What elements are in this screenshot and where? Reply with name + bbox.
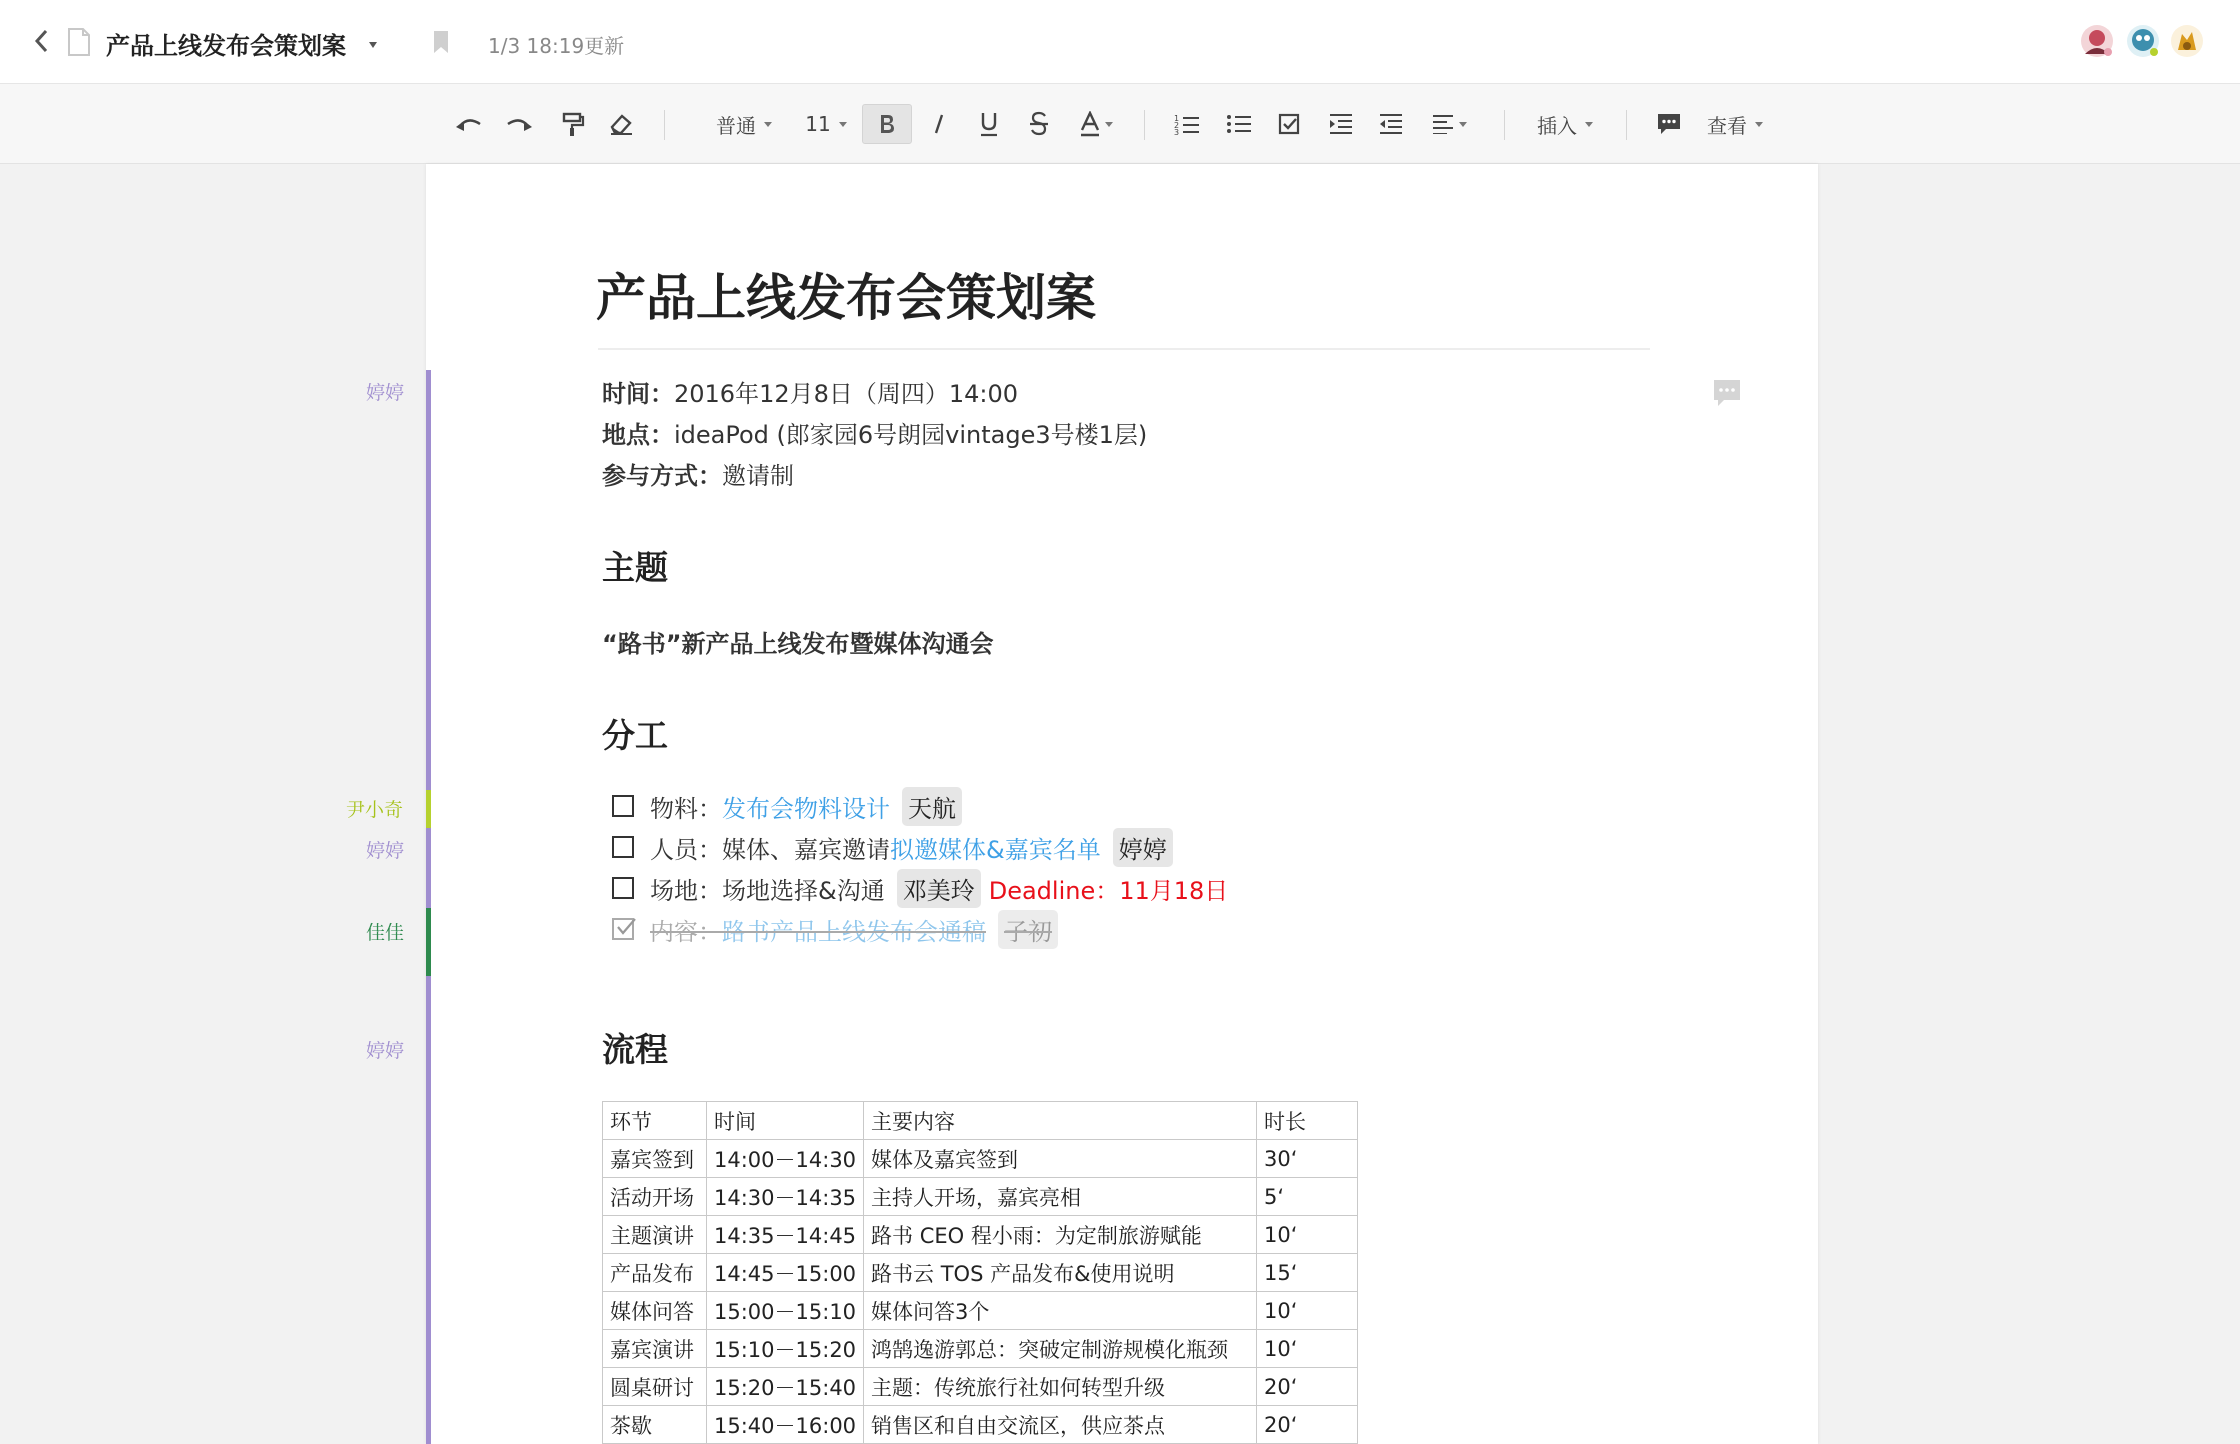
font-size-dropdown[interactable] xyxy=(800,104,852,144)
table-cell[interactable]: 15:20－15:40 xyxy=(707,1368,864,1406)
task-deadline: Deadline：11月18日 xyxy=(988,876,1229,905)
view-label: 查看 xyxy=(1707,113,1747,138)
meta-participation[interactable] xyxy=(602,456,794,491)
toolbar-divider xyxy=(1626,110,1627,140)
task-checkbox[interactable] xyxy=(612,836,634,858)
task-text: 场地选择&沟通 xyxy=(722,876,885,905)
author-label: 佳佳 xyxy=(366,922,405,944)
svg-text:3: 3 xyxy=(1174,128,1180,135)
author-label: 婷婷 xyxy=(366,1040,405,1062)
bullet-list-icon[interactable] xyxy=(1222,104,1256,144)
task-checkbox[interactable] xyxy=(612,795,634,817)
view-dropdown[interactable] xyxy=(1700,104,1770,144)
user-mention[interactable]: 天航 xyxy=(902,787,962,826)
font-color-dropdown[interactable] xyxy=(1072,104,1120,144)
table-cell[interactable]: 10‘ xyxy=(1257,1216,1358,1254)
table-cell[interactable]: 15:40－16:00 xyxy=(707,1406,864,1444)
table-cell[interactable]: 嘉宾签到 xyxy=(603,1140,707,1178)
table-cell[interactable]: 主题演讲 xyxy=(603,1216,707,1254)
task-label: 内容： xyxy=(650,917,722,946)
table-cell[interactable]: 媒体问答 xyxy=(603,1292,707,1330)
table-cell[interactable]: 媒体及嘉宾签到 xyxy=(864,1140,1257,1178)
author-change-bar xyxy=(426,790,431,828)
back-arrow-icon[interactable] xyxy=(28,26,56,56)
italic-icon[interactable] xyxy=(922,104,956,144)
flow-table xyxy=(602,1101,1358,1444)
paragraph-style-dropdown[interactable] xyxy=(704,104,784,144)
meta-time[interactable] xyxy=(602,374,1018,409)
task-label: 场地： xyxy=(650,876,722,905)
task-text: 媒体、嘉宾邀请 xyxy=(722,835,890,864)
user-mention[interactable]: 子初 xyxy=(998,910,1058,949)
task-label: 人员： xyxy=(650,835,722,864)
task-link[interactable]: 路书产品上线发布会通稿 xyxy=(722,917,986,946)
author-label: 婷婷 xyxy=(366,840,405,862)
format-painter-icon[interactable] xyxy=(556,104,590,144)
meta-label: 参与方式： xyxy=(602,462,722,490)
redo-icon[interactable] xyxy=(502,104,536,144)
meta-label: 地点： xyxy=(602,421,674,449)
table-cell[interactable]: 30‘ xyxy=(1257,1140,1358,1178)
table-cell[interactable]: 14:00－14:30 xyxy=(707,1140,864,1178)
ordered-list-icon[interactable] xyxy=(1170,104,1204,144)
user-mention[interactable]: 婷婷 xyxy=(1113,828,1173,867)
bookmark-icon[interactable] xyxy=(432,30,450,54)
chevron-down-icon xyxy=(764,122,772,127)
document-header xyxy=(0,0,2240,84)
task-label: 物料： xyxy=(650,794,722,823)
toolbar-divider xyxy=(1144,110,1145,140)
author-change-bar xyxy=(426,908,431,976)
section-heading-theme[interactable]: 主题 xyxy=(602,548,668,587)
table-cell[interactable]: 10‘ xyxy=(1257,1292,1358,1330)
title-dropdown-caret-icon[interactable] xyxy=(366,35,380,45)
chevron-down-icon xyxy=(1459,122,1467,127)
indent-decrease-icon[interactable] xyxy=(1374,104,1408,144)
table-row xyxy=(603,1406,1358,1444)
font-size-label: 11 xyxy=(805,112,831,136)
toolbar-divider xyxy=(1504,110,1505,140)
table-cell[interactable]: 20‘ xyxy=(1257,1368,1358,1406)
author-change-bar xyxy=(426,370,431,790)
table-header-cell[interactable]: 环节 xyxy=(603,1102,707,1140)
table-header-cell[interactable]: 主要内容 xyxy=(864,1102,1257,1140)
table-header-cell[interactable]: 时长 xyxy=(1257,1102,1358,1140)
task-item[interactable] xyxy=(612,829,1173,865)
inline-comment-icon[interactable] xyxy=(1712,378,1742,408)
table-row xyxy=(603,1330,1358,1368)
table-cell[interactable]: 15:00－15:10 xyxy=(707,1292,864,1330)
chevron-down-icon xyxy=(1105,122,1113,127)
avatar[interactable] xyxy=(2080,24,2114,58)
meta-value: ideaPod (郎家园6号朗园vintage3号楼1层) xyxy=(674,421,1148,449)
document-icon xyxy=(66,28,92,56)
author-label: 尹小奇 xyxy=(346,799,404,821)
last-updated-time: 1/3 18:19更新 xyxy=(488,34,625,58)
table-header-cell[interactable]: 时间 xyxy=(707,1102,864,1140)
meta-location[interactable] xyxy=(602,415,1147,450)
table-cell[interactable]: 活动开场 xyxy=(603,1178,707,1216)
document-title[interactable]: 产品上线发布会策划案 xyxy=(106,32,346,60)
align-dropdown[interactable] xyxy=(1424,104,1474,144)
chevron-down-icon xyxy=(839,122,847,127)
table-cell[interactable]: 主持人开场，嘉宾亮相 xyxy=(864,1178,1257,1216)
task-checkbox[interactable] xyxy=(612,877,634,899)
table-cell[interactable]: 主题：传统旅行社如何转型升级 xyxy=(864,1368,1257,1406)
table-row xyxy=(603,1140,1358,1178)
table-cell[interactable]: 媒体问答3个 xyxy=(864,1292,1257,1330)
theme-text[interactable]: “路书”新产品上线发布暨媒体沟通会 xyxy=(602,630,994,658)
table-row xyxy=(603,1178,1358,1216)
table-cell[interactable]: 20‘ xyxy=(1257,1406,1358,1444)
undo-icon[interactable] xyxy=(452,104,486,144)
checklist-icon[interactable] xyxy=(1272,104,1306,144)
table-row xyxy=(603,1216,1358,1254)
table-cell[interactable]: 鸿鹄逸游郭总：突破定制游规模化瓶颈 xyxy=(864,1330,1257,1368)
table-cell[interactable]: 5‘ xyxy=(1257,1178,1358,1216)
task-item[interactable] xyxy=(612,870,1228,906)
author-change-bar xyxy=(426,976,431,1444)
avatar[interactable] xyxy=(2126,24,2160,58)
task-item[interactable] xyxy=(612,911,1058,947)
toolbar-divider xyxy=(664,110,665,140)
table-cell[interactable]: 产品发布 xyxy=(603,1254,707,1292)
title-divider xyxy=(598,348,1650,350)
user-mention[interactable]: 邓美玲 xyxy=(897,869,981,908)
comment-icon[interactable] xyxy=(1652,104,1686,144)
table-cell[interactable]: 圆桌研讨 xyxy=(603,1368,707,1406)
table-row xyxy=(603,1292,1358,1330)
insert-label: 插入 xyxy=(1537,113,1577,138)
author-label: 婷婷 xyxy=(366,382,405,404)
chevron-down-icon xyxy=(1585,122,1593,127)
chevron-down-icon xyxy=(1755,122,1763,127)
author-change-bar xyxy=(426,828,431,908)
table-cell[interactable]: 嘉宾演讲 xyxy=(603,1330,707,1368)
meta-label: 时间： xyxy=(602,380,674,408)
indent-increase-icon[interactable] xyxy=(1324,104,1358,144)
table-cell[interactable]: 14:35－14:45 xyxy=(707,1216,864,1254)
insert-dropdown[interactable] xyxy=(1530,104,1600,144)
task-link[interactable]: 拟邀媒体&嘉宾名单 xyxy=(890,835,1101,864)
table-row xyxy=(603,1254,1358,1292)
table-row xyxy=(603,1368,1358,1406)
svg-text:2: 2 xyxy=(1174,121,1180,130)
strikethrough-icon[interactable] xyxy=(1022,104,1056,144)
task-link[interactable]: 发布会物料设计 xyxy=(722,794,890,823)
section-heading-flow[interactable]: 流程 xyxy=(602,1030,668,1069)
section-heading-division[interactable]: 分工 xyxy=(602,716,668,755)
bold-button[interactable] xyxy=(862,104,912,144)
table-cell[interactable]: 销售区和自由交流区，供应茶点 xyxy=(864,1406,1257,1444)
table-cell[interactable]: 10‘ xyxy=(1257,1330,1358,1368)
meta-value: 2016年12月8日（周四）14:00 xyxy=(674,380,1019,408)
underline-icon[interactable] xyxy=(972,104,1006,144)
table-cell[interactable]: 茶歇 xyxy=(603,1406,707,1444)
clear-format-eraser-icon[interactable] xyxy=(604,104,638,144)
meta-value: 邀请制 xyxy=(722,462,794,490)
table-cell[interactable]: 路书 CEO 程小雨：为定制旅游赋能 xyxy=(864,1216,1257,1254)
table-cell[interactable]: 14:45－15:00 xyxy=(707,1254,864,1292)
svg-text:1: 1 xyxy=(1174,114,1180,123)
table-cell[interactable]: 15‘ xyxy=(1257,1254,1358,1292)
table-header-row xyxy=(603,1102,1358,1140)
task-item[interactable] xyxy=(612,788,962,824)
avatar[interactable] xyxy=(2170,24,2204,58)
table-cell[interactable]: 14:30－14:35 xyxy=(707,1178,864,1216)
table-cell[interactable]: 15:10－15:20 xyxy=(707,1330,864,1368)
paragraph-style-label: 普通 xyxy=(716,113,756,138)
task-checkbox-checked[interactable] xyxy=(612,918,634,940)
page-title[interactable]: 产品上线发布会策划案 xyxy=(596,269,1096,327)
formatting-toolbar xyxy=(0,84,2240,164)
table-cell[interactable]: 路书云 TOS 产品发布&使用说明 xyxy=(864,1254,1257,1292)
